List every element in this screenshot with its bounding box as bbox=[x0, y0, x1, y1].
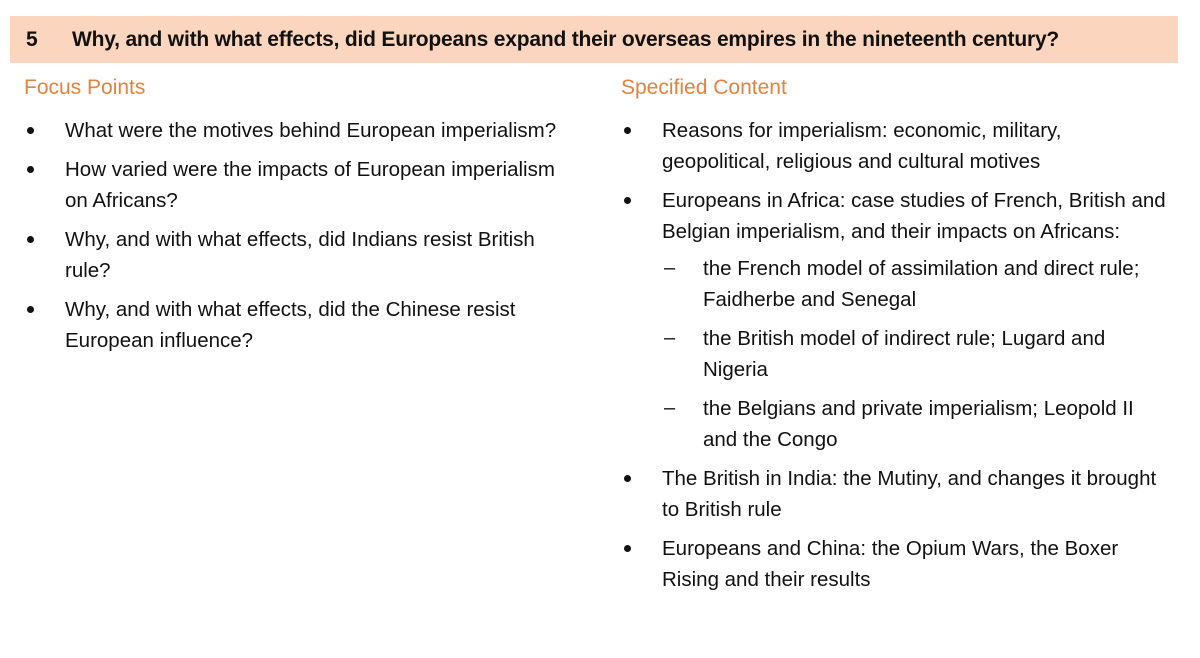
list-item-text: Europeans and China: the Opium Wars, the Boxer Rising and their results bbox=[662, 537, 1119, 591]
bullet-dot-icon bbox=[27, 127, 34, 134]
list-item-text: Why, and with what effects, did the Chinese resist European influence? bbox=[65, 298, 516, 352]
sub-list-item bbox=[662, 393, 1173, 455]
specified-content-list bbox=[621, 115, 1181, 595]
focus-points-list bbox=[24, 115, 584, 356]
list-item bbox=[621, 115, 1172, 177]
list-item-text: Europeans in Africa: case studies of French, British and Belgian imperialism, and their impacts on Africans: bbox=[662, 189, 1166, 243]
specified-content-column bbox=[621, 74, 1181, 603]
section-header bbox=[10, 16, 1178, 63]
list-item bbox=[24, 154, 565, 216]
en-dash-icon: – bbox=[664, 397, 676, 419]
sub-list-item-text: the British model of indirect rule; Lugard and Nigeria bbox=[703, 327, 1106, 381]
sub-list bbox=[662, 253, 1172, 455]
list-item-text: The British in India: the Mutiny, and changes it brought to British rule bbox=[662, 467, 1157, 521]
sub-list-item bbox=[662, 253, 1173, 315]
list-item bbox=[24, 224, 565, 286]
list-item bbox=[621, 185, 1172, 455]
list-item bbox=[24, 115, 565, 146]
specified-content-heading: Specified Content bbox=[621, 76, 787, 99]
list-item-text: Reasons for imperialism: economic, military, geopolitical, religious and cultural motives bbox=[662, 119, 1062, 173]
en-dash-icon: – bbox=[664, 327, 676, 349]
list-item-text: How varied were the impacts of European imperialism on Africans? bbox=[65, 158, 555, 212]
en-dash-icon: – bbox=[664, 257, 676, 279]
list-item bbox=[24, 294, 565, 356]
sub-list-item bbox=[662, 323, 1173, 385]
bullet-dot-icon bbox=[624, 475, 631, 482]
focus-points-heading: Focus Points bbox=[24, 76, 146, 99]
list-item-text: Why, and with what effects, did Indians resist British rule? bbox=[65, 228, 535, 282]
sub-list-item-text: the French model of assimilation and direct rule; Faidherbe and Senegal bbox=[703, 257, 1140, 311]
bullet-dot-icon bbox=[27, 306, 34, 313]
bullet-dot-icon bbox=[624, 545, 631, 552]
bullet-dot-icon bbox=[27, 236, 34, 243]
section-title: Why, and with what effects, did Europeans expand their overseas empires in the nineteenth century? bbox=[72, 27, 1060, 51]
section-number: 5 bbox=[26, 27, 38, 51]
list-item bbox=[621, 463, 1172, 525]
bullet-dot-icon bbox=[624, 127, 631, 134]
list-item-text: What were the motives behind European imperialism? bbox=[65, 119, 557, 142]
bullet-dot-icon bbox=[624, 197, 631, 204]
focus-points-column bbox=[24, 74, 584, 364]
bullet-dot-icon bbox=[27, 166, 34, 173]
sub-list-item-text: the Belgians and private imperialism; Leopold II and the Congo bbox=[703, 397, 1134, 451]
list-item bbox=[621, 533, 1172, 595]
